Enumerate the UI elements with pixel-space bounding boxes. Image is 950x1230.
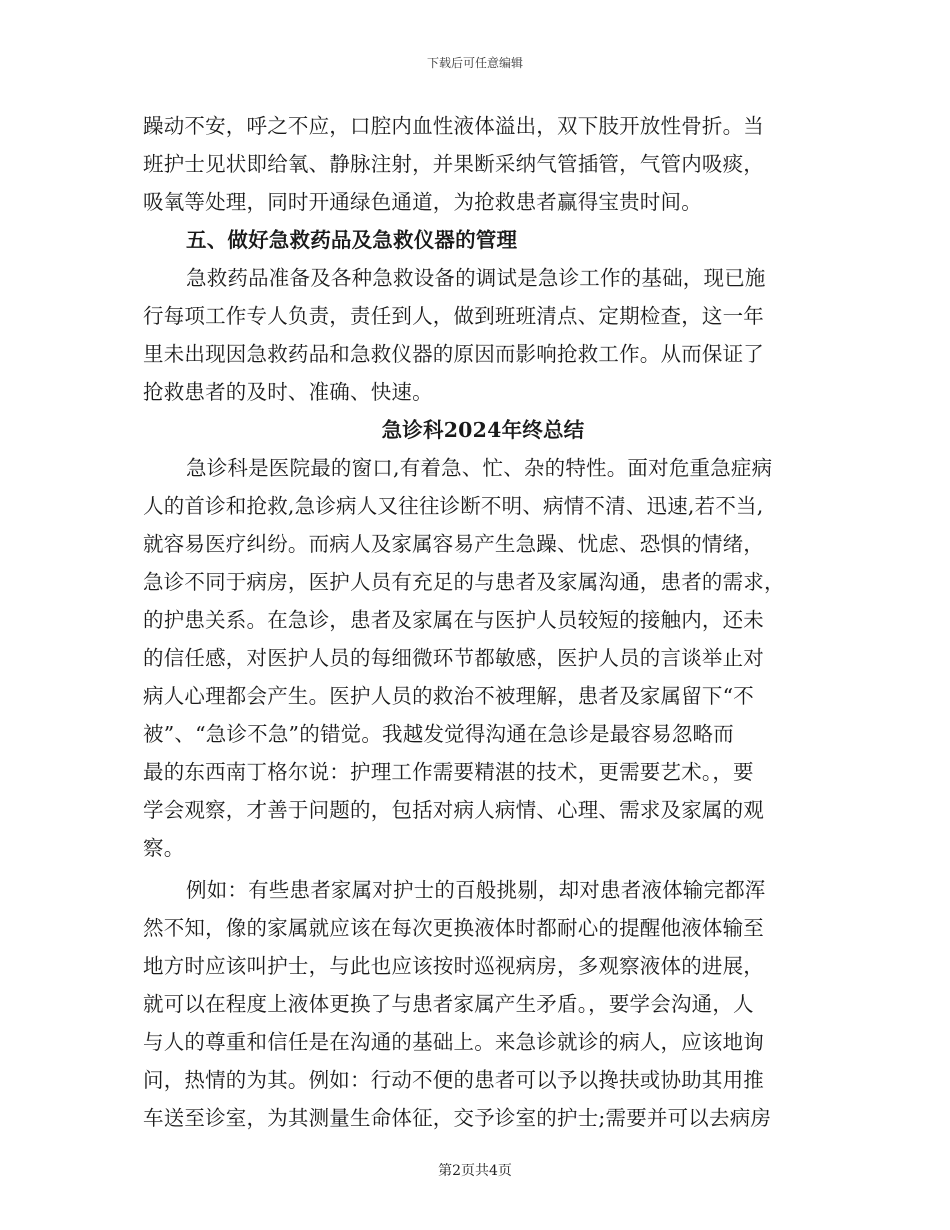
text-line: 急诊不同于病房，医护人员有充足的与患者及家属沟通，患者的需求，: [143, 570, 785, 594]
document-body: [143, 107, 803, 1137]
text-line: 急诊科是医院最的窗口,有着急、忙、杂的特性。面对危重急症病: [186, 456, 773, 480]
section-heading: 五、做好急救药品及急救仪器的管理: [186, 228, 518, 252]
summary-paragraph-1: [143, 449, 803, 867]
page-number: 第2页共4页: [438, 1163, 512, 1179]
summary-title: 急诊科2024年终总结: [381, 418, 585, 442]
text-line: 的护患关系。在急诊，患者及家属在与医护人员较短的接触内，还未: [143, 608, 764, 632]
text-line: 车送至诊室，为其测量生命体征，交予诊室的护士;需要并可以去病房: [143, 1106, 772, 1130]
text-line: 躁动不安，呼之不应，口腔内血性液体溢出，双下肢开放性骨折。当: [143, 114, 764, 138]
text-line: 里未出现因急救药品和急救仪器的原因而影响抢救工作。从而保证了: [143, 342, 764, 366]
summary-paragraph-2: [143, 871, 803, 1137]
text-line: 最的东西南丁格尔说：护理工作需要精湛的技术，更需要艺术。，要: [143, 760, 754, 784]
text-line: 人的首诊和抢救,急诊病人又往往诊断不明、病情不清、迅速,若不当,: [143, 494, 764, 518]
text-line: 的信任感，对医护人员的每细微环节都敏感，医护人员的言谈举止对: [143, 646, 764, 670]
text-line: 例如：有些患者家属对护士的百般挑剔，却对患者液体输完都浑: [186, 878, 766, 902]
text-line: 与人的尊重和信任是在沟通的基础上。来急诊就诊的病人，应该地询: [143, 1030, 764, 1054]
text-line: 抢救患者的及时、准确、快速。: [143, 380, 433, 404]
text-line: 吸氧等处理，同时开通绿色通道，为抢救患者赢得宝贵时间。: [143, 190, 702, 214]
section1-paragraph: [143, 107, 803, 221]
text-line: 问，热情的为其。例如：行动不便的患者可以予以搀扶或协助其用推: [143, 1068, 764, 1092]
text-line: 病人心理都会产生。医护人员的救治不被理解，患者及家属留下“不: [143, 684, 754, 708]
text-line: 地方时应该叫护士，与此也应该按时巡视病房，多观察液体的进展，: [143, 954, 764, 978]
text-line: 就可以在程度上液体更换了与患者家属产生矛盾。，要学会沟通，人: [143, 992, 754, 1016]
text-line: 察。: [143, 836, 185, 860]
text-line: 被”、“急诊不急”的错觉。我越发觉得沟通在急诊是最容易忽略而: [143, 722, 734, 746]
text-line: 急救药品准备及各种急救设备的调试是急诊工作的基础，现已施: [186, 266, 766, 290]
section5-paragraph: [143, 259, 803, 411]
text-line: 行每项工作专人负责，责任到人，做到班班清点、定期检查，这一年: [143, 304, 764, 328]
text-line: 班护士见状即给氧、静脉注射，并果断采纳气管插管，气管内吸痰，: [143, 152, 764, 176]
text-line: 学会观察，才善于问题的，包括对病人病情、心理、需求及家属的观: [143, 798, 764, 822]
header-note: 下载后可任意编辑: [426, 56, 523, 70]
text-line: 就容易医疗纠纷。而病人及家属容易产生急躁、忧虑、恐惧的情绪，: [143, 532, 764, 556]
text-line: 然不知，像的家属就应该在每次更换液体时都耐心的提醒他液体输至: [143, 916, 764, 940]
